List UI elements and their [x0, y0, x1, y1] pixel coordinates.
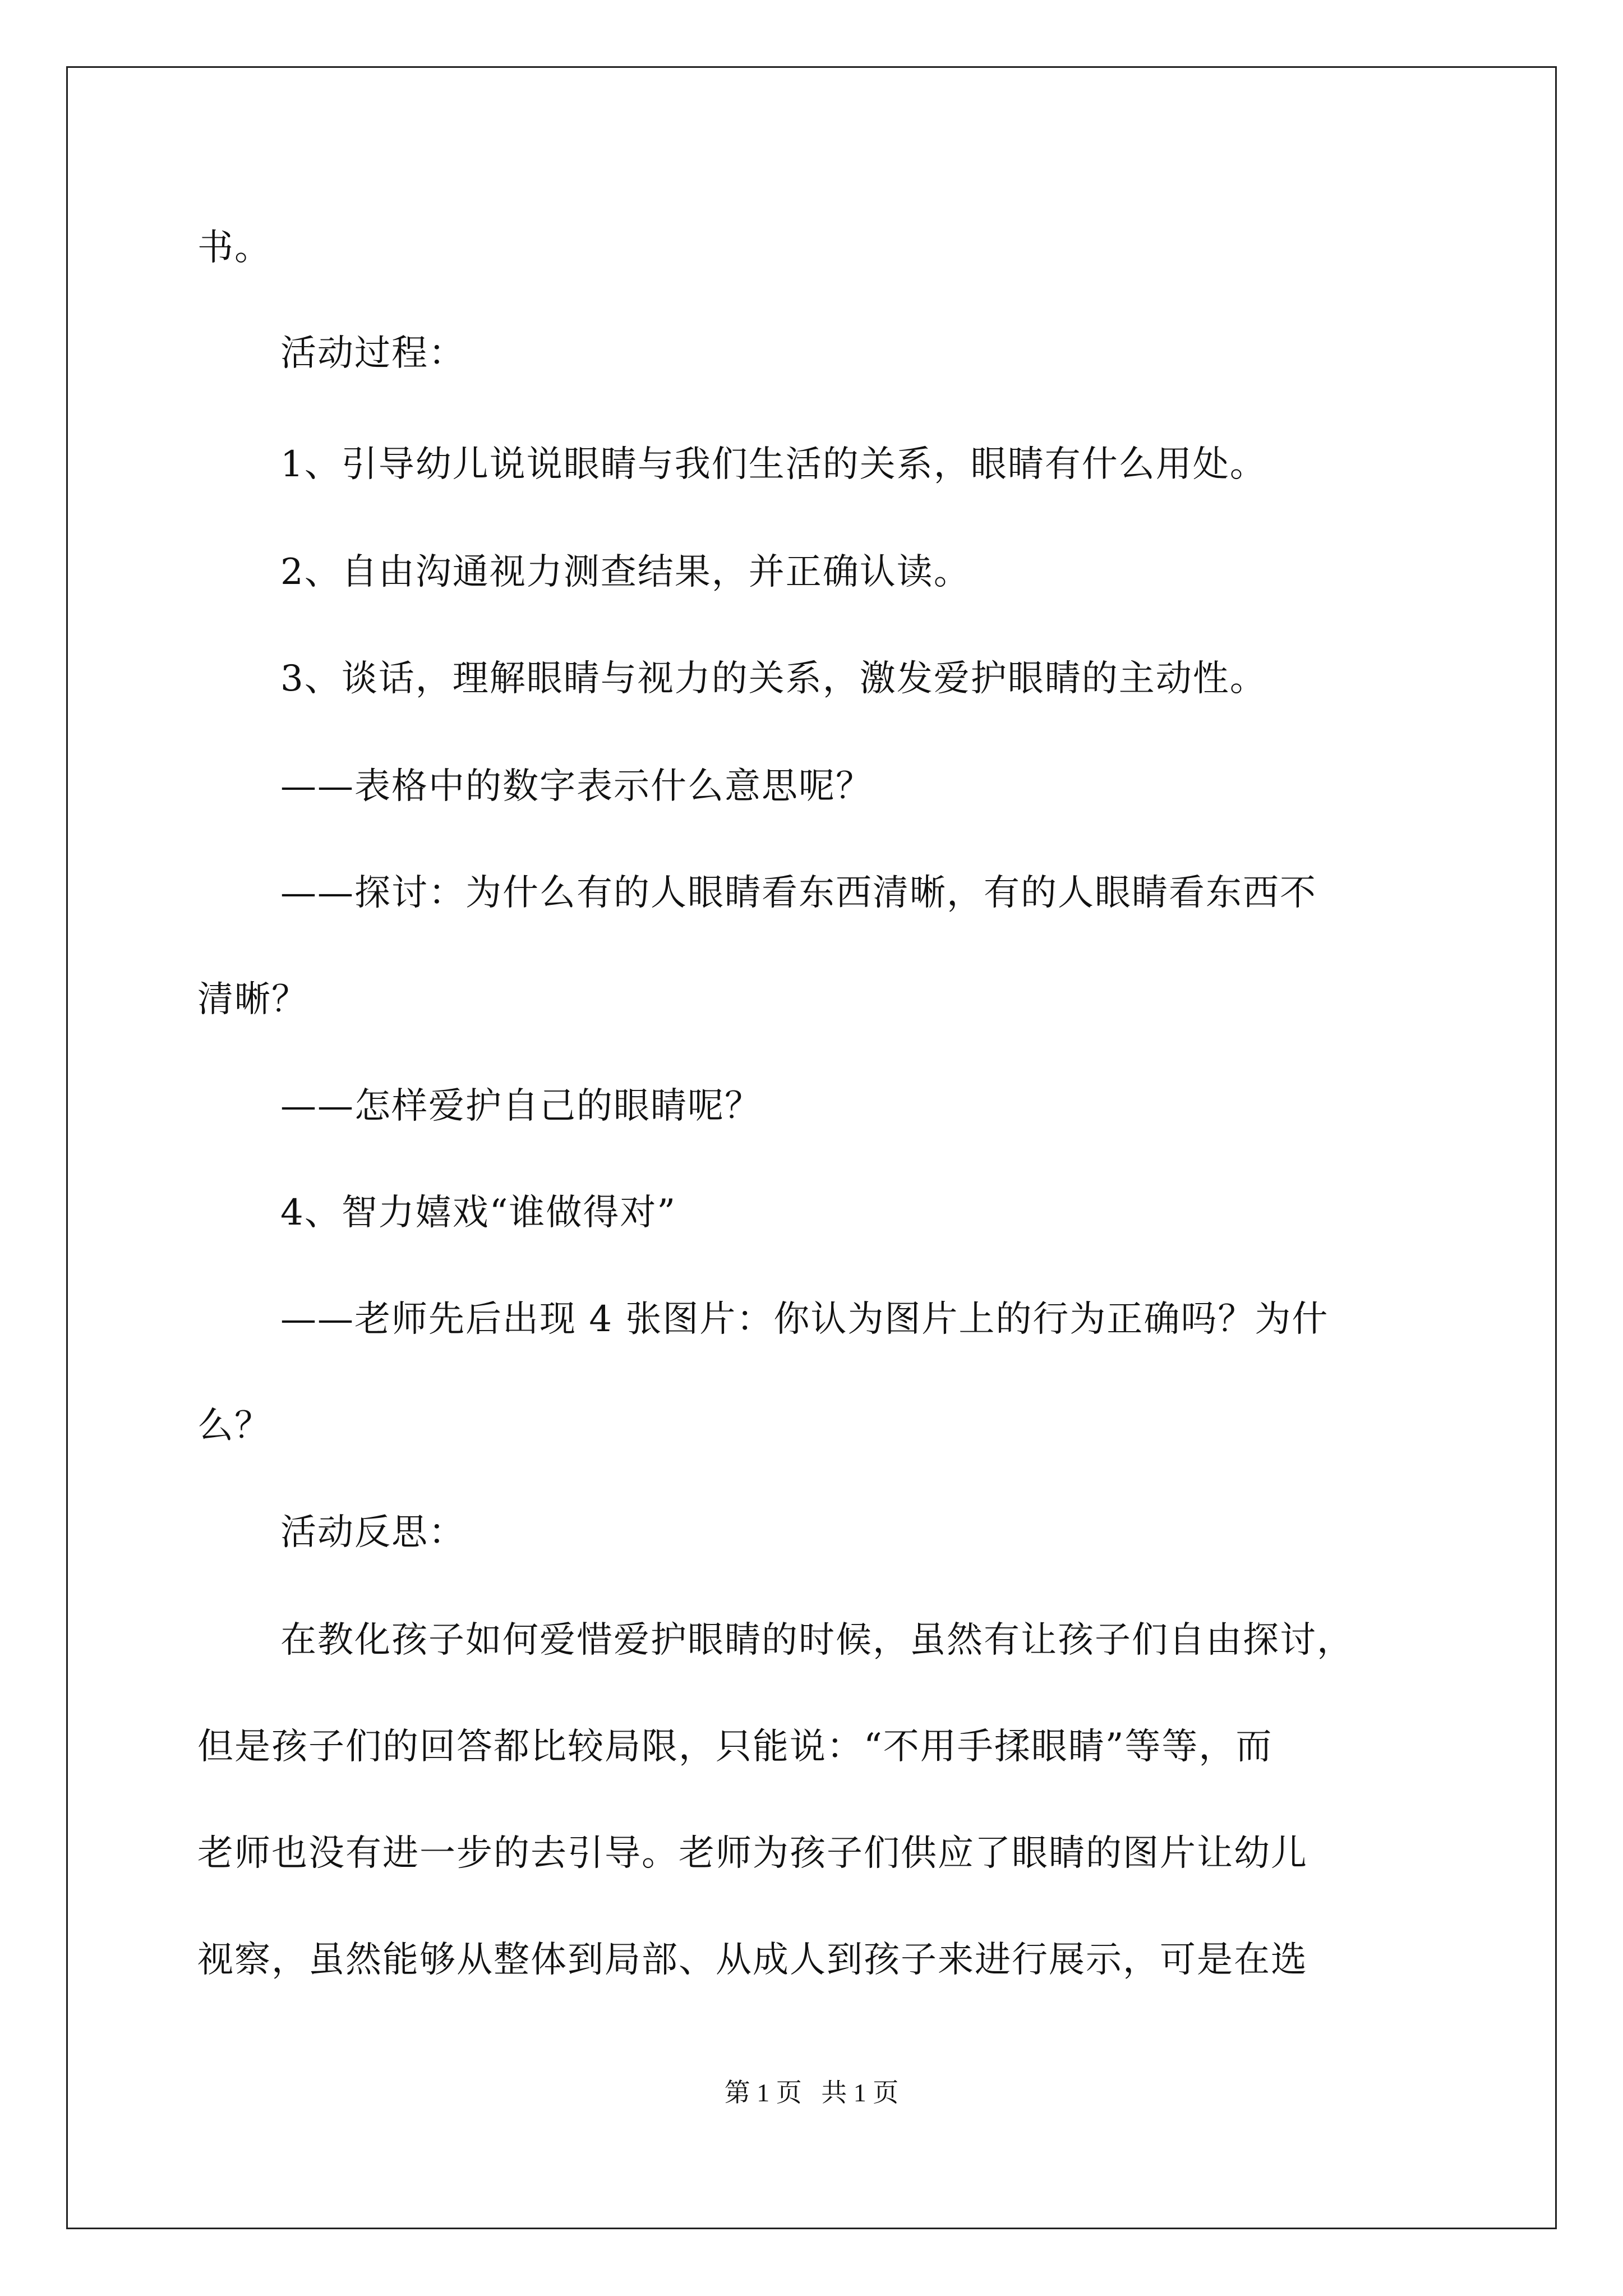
text-line-17: 视察，虽然能够从整体到局部、从成人到孩子来进行展示，可是在选 [197, 1939, 1308, 1981]
text-line-11: ——老师先后出现 4 张图片：你认为图片上的行为正确吗？为什 [280, 1299, 1329, 1340]
page-footer: 第 1 页 共 1 页 [724, 2078, 899, 2107]
text-line-15: 但是孩子们的回答都比较局限，只能说：“不用手揉眼睛”等等，而 [197, 1726, 1273, 1768]
text-line-6: ——表格中的数字表示什么意思呢？ [280, 766, 873, 807]
text-line-3: 1、引导幼儿说说眼睛与我们生活的关系，眼睛有什么用处。 [280, 444, 1267, 485]
text-line-9: ——怎样爱护自己的眼睛呢？ [280, 1085, 762, 1127]
text-line-7: ——探讨：为什么有的人眼睛看东西清晰，有的人眼睛看东西不 [280, 872, 1317, 914]
text-line-4: 2、自由沟通视力测查结果，并正确认读。 [280, 551, 971, 593]
text-line-12: 么？ [197, 1405, 271, 1447]
text-line-13: 活动反思： [280, 1512, 465, 1553]
page-border [66, 66, 1557, 2229]
text-line-10: 4、智力嬉戏“谁做得对” [280, 1192, 677, 1234]
text-line-2: 活动过程： [280, 333, 465, 374]
text-line-5: 3、谈话，理解眼睛与视力的关系，激发爱护眼睛的主动性。 [280, 658, 1267, 700]
text-line-1: 书。 [197, 227, 271, 269]
text-line-16: 老师也没有进一步的去引导。老师为孩子们供应了眼睛的图片让幼儿 [197, 1833, 1308, 1874]
text-line-8: 清晰？ [197, 979, 308, 1020]
text-line-14: 在教化孩子如何爱惜爱护眼睛的时候，虽然有让孩子们自由探讨， [280, 1619, 1354, 1661]
